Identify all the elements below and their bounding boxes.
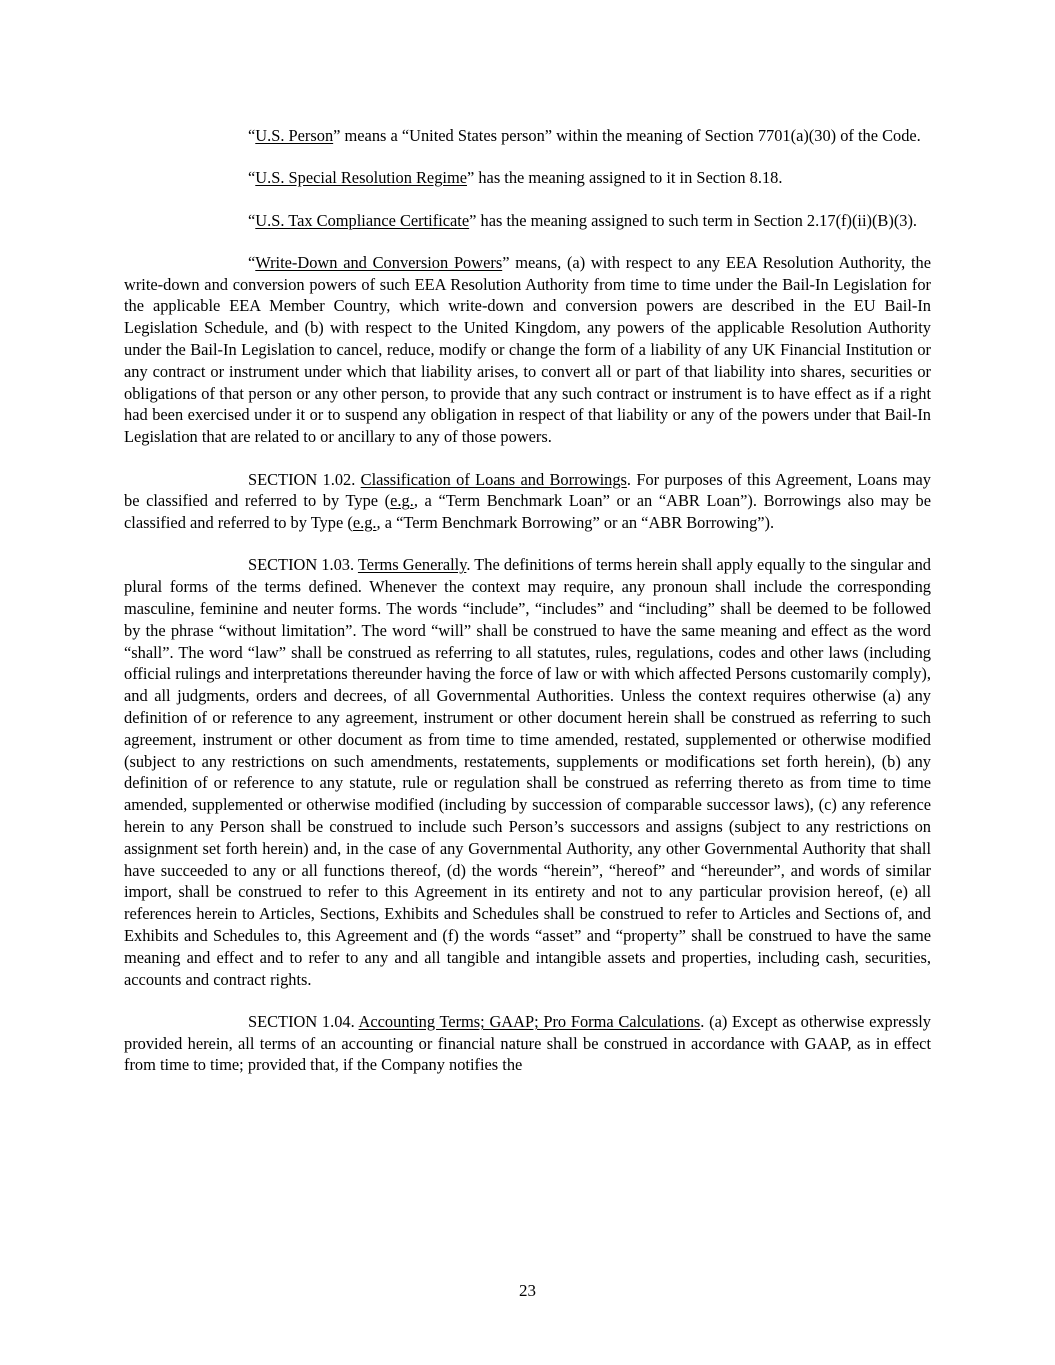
section-1-04: [124, 1011, 931, 1076]
page-number: 23: [519, 1281, 536, 1300]
definition-us-tax-compliance-certificate: [124, 210, 931, 232]
defined-term: U.S. Tax Compliance Certificate: [255, 210, 470, 230]
definition-text: ” has the meaning assigned to such term in Section 2.17(f)(ii)(B)(3).: [469, 210, 918, 230]
definition-us-person: [124, 125, 931, 147]
definition-text: ” has the meaning assigned to it in Section 8.18.: [466, 168, 783, 188]
section-heading: Classification of Loans and Borrowings: [360, 469, 627, 489]
section-text: , a “Term Benchmark Borrowing” or an “ABR Borrowing”).: [376, 513, 775, 533]
section-heading: Terms Generally: [357, 555, 467, 575]
section-number: SECTION 1.02.: [248, 469, 356, 489]
definition-us-special-resolution-regime: [124, 167, 931, 189]
defined-term: Write-Down and Conversion Powers: [255, 252, 503, 272]
definition-open-quote: “: [248, 210, 256, 230]
section-text: . (a) Except as otherwise expressly provided herein, all terms of an accounting or financial nature shall be construed in accordance with GAAP, as in effect from time to time; provided that, if the Company notifies the: [124, 1011, 931, 1075]
section-text: . For purposes of this Agreement, Loans may be classified and referred to by Type (: [124, 469, 931, 511]
section-text: , a “Term Benchmark Loan” or an “ABR Loan”). Borrowings also may be classified and referred to by Type (: [124, 491, 931, 533]
definition-open-quote: “: [248, 168, 256, 188]
definition-text: ” means a “United States person” within the meaning of Section 7701(a)(30) of the Code.: [333, 126, 921, 145]
section-number: SECTION 1.04.: [248, 1011, 355, 1031]
definition-write-down-and-conversion-powers: [124, 252, 931, 448]
definition-open-quote: “: [248, 126, 256, 145]
defined-term: U.S. Person: [255, 126, 334, 145]
section-heading: Accounting Terms; GAAP; Pro Forma Calculations: [358, 1011, 701, 1031]
definition-text: ” means, (a) with respect to any EEA Resolution Authority, the write-down and conversion powers of such EEA Resolution Authority from time to time under the Bail-In Legislation for the applicable EEA Member Country, which write-down and conversion powers are described in the EU Bail-In Legislation Schedule, and (b) with respect to the United Kingdom, any powers of the applicable Resolution Authority under the Bail-In Legislation to cancel, reduce, modify or change the form of a liability of any UK Financial Institution or any contract or instrument under which that liability arises, to convert all or part of that liability into shares, securities or obligations of that person or any other person, to provide that any such contract or instrument is to have effect as if a right had been exercised under it or to suspend any obligation in respect of that liability or any of the powers under that Bail-In Legislation that are related to or ancillary to any of those powers.: [124, 252, 931, 447]
section-number: SECTION 1.03.: [248, 555, 355, 575]
section-text: . The definitions of terms herein shall apply equally to the singular and plural forms of the terms defined. Whenever the context may require, any pronoun shall include the corresponding masculine, feminine and neuter forms. The words “include”, “includes” and “including” shall be deemed to be followed by the phrase “without limitation”. The word “will” shall be construed to have the same meaning and effect as the word “shall”. The word “law” shall be construed as referring to all statutes, rules, regulations, codes and other laws (including official rulings and interpretations thereunder having the force of law or with which affected Persons customarily comply), and all judgments, orders and decrees, of all Governmental Authorities. Unless the context requires otherwise (a) any definition of or reference to any agreement, instrument or other document herein shall be construed as referring to such agreement, instrument or other document as from time to time amended, restated, supplemented or otherwise modified (subject to any restrictions on such amendments, restatements, supplements or modifications set forth herein), (b) any definition of or reference to any statute, rule or regulation shall be construed as referring thereto as from time to time amended, supplemented or otherwise modified (including by succession of comparable successor laws), (c) any reference herein to any Person shall be construed to include such Person’s successors and assigns (subject to any restrictions on assignment set forth herein) and, in the case of any Governmental Authority, any other Governmental Authority that shall have succeeded to any or all functions thereof, (d) the words “herein”, “hereof” and “hereunder”, and words of similar import, shall be construed to refer to this Agreement in its entirety and not to any particular provision hereof, (e) all references herein to Articles, Sections, Exhibits and Schedules shall be construed to refer to Articles and Sections of, and Exhibits and Schedules to, this Agreement and (f) the words “asset” and “property” shall be construed to have the same meaning and effect and to refer to any and all tangible and intangible assets and properties, including cash, securities, accounts and contract rights.: [124, 555, 931, 989]
definition-open-quote: “: [248, 252, 256, 272]
document-page: [124, 125, 931, 1076]
eg-abbreviation: e.g.: [352, 513, 377, 533]
defined-term: U.S. Special Resolution Regime: [255, 168, 467, 188]
eg-abbreviation: e.g.: [390, 491, 414, 511]
section-1-02: [124, 469, 931, 534]
section-1-03: [124, 554, 931, 990]
